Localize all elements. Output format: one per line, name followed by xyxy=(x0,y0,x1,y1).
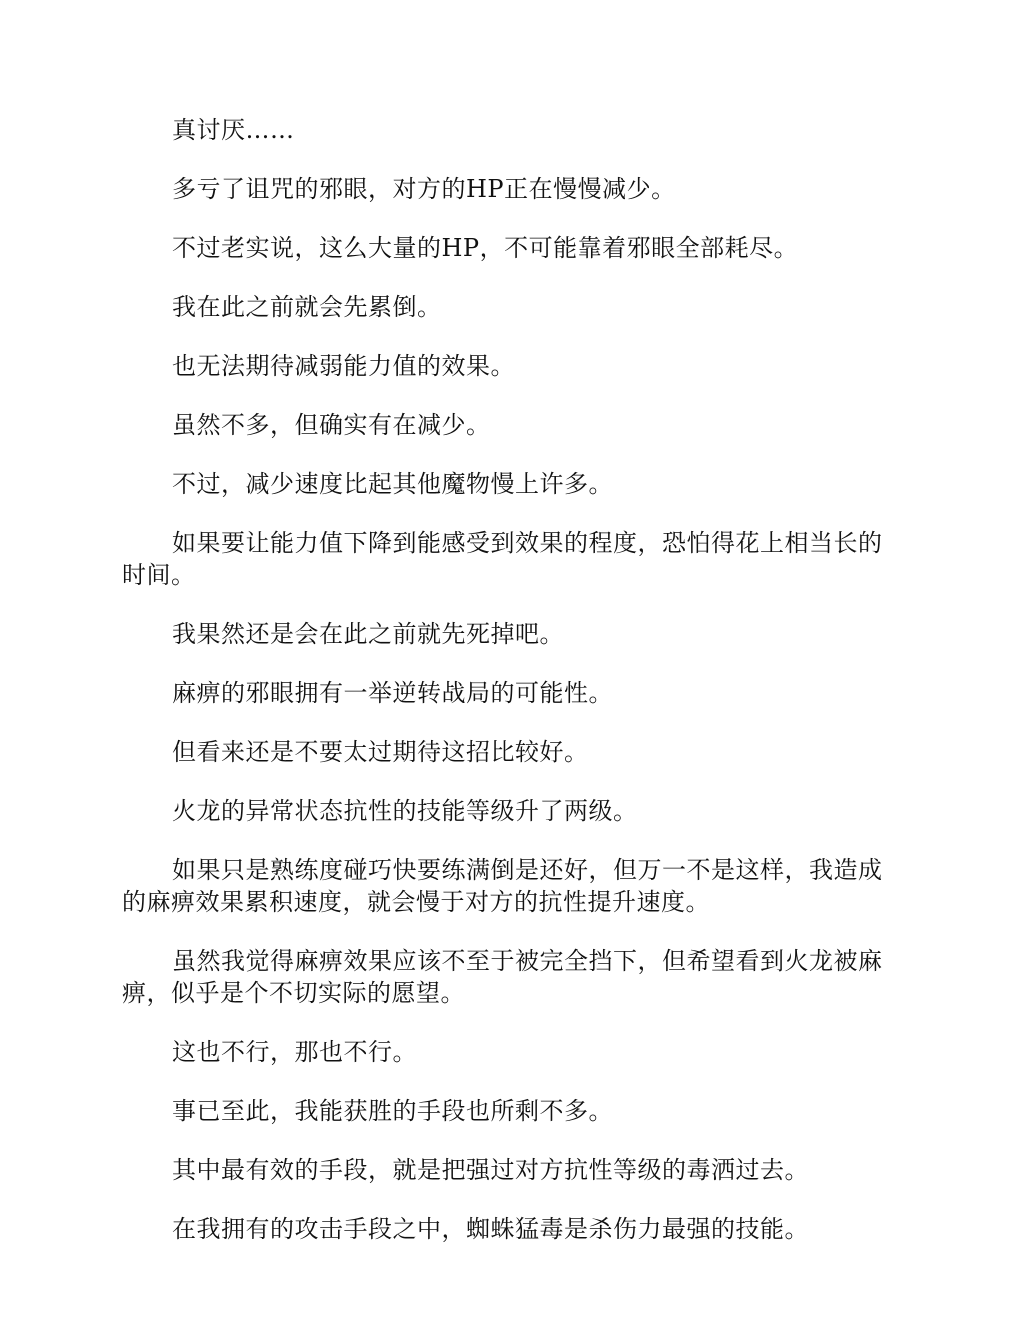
paragraph: 其中最有效的手段，就是把强过对方抗性等级的毒洒过去。 xyxy=(172,1156,809,1184)
paragraph: 事已至此，我能获胜的手段也所剩不多。 xyxy=(172,1097,613,1125)
paragraph: 在我拥有的攻击手段之中，蜘蛛猛毒是杀伤力最强的技能。 xyxy=(172,1215,809,1243)
paragraph: 但看来还是不要太过期待这招比较好。 xyxy=(172,738,589,766)
paragraph: 如果要让能力值下降到能感受到效果的程度，恐怕得花上相当长的时间。 xyxy=(122,529,883,589)
paragraph: 火龙的异常状态抗性的技能等级升了两级。 xyxy=(172,797,638,825)
document-body xyxy=(122,114,897,1272)
paragraph: 多亏了诅咒的邪眼，对方的HP正在慢慢减少。 xyxy=(172,175,676,203)
paragraph: 我在此之前就会先累倒。 xyxy=(172,293,442,321)
paragraph: 也无法期待减弱能力值的效果。 xyxy=(172,352,515,380)
paragraph: 这也不行，那也不行。 xyxy=(172,1038,417,1066)
paragraph: 虽然我觉得麻痹效果应该不至于被完全挡下，但希望看到火龙被麻痹，似乎是个不切实际的愿望。 xyxy=(122,947,883,1007)
paragraph: 不过，减少速度比起其他魔物慢上许多。 xyxy=(172,470,613,498)
paragraph: 虽然不多，但确实有在减少。 xyxy=(172,411,491,439)
paragraph: 如果只是熟练度碰巧快要练满倒是还好，但万一不是这样，我造成的麻痹效果累积速度，就会慢于对方的抗性提升速度。 xyxy=(122,856,883,916)
paragraph: 我果然还是会在此之前就先死掉吧。 xyxy=(172,620,564,648)
paragraph: 真讨厌…… xyxy=(172,116,295,144)
paragraph: 麻痹的邪眼拥有一举逆转战局的可能性。 xyxy=(172,679,613,707)
paragraph: 不过老实说，这么大量的HP，不可能靠着邪眼全部耗尽。 xyxy=(172,234,799,262)
